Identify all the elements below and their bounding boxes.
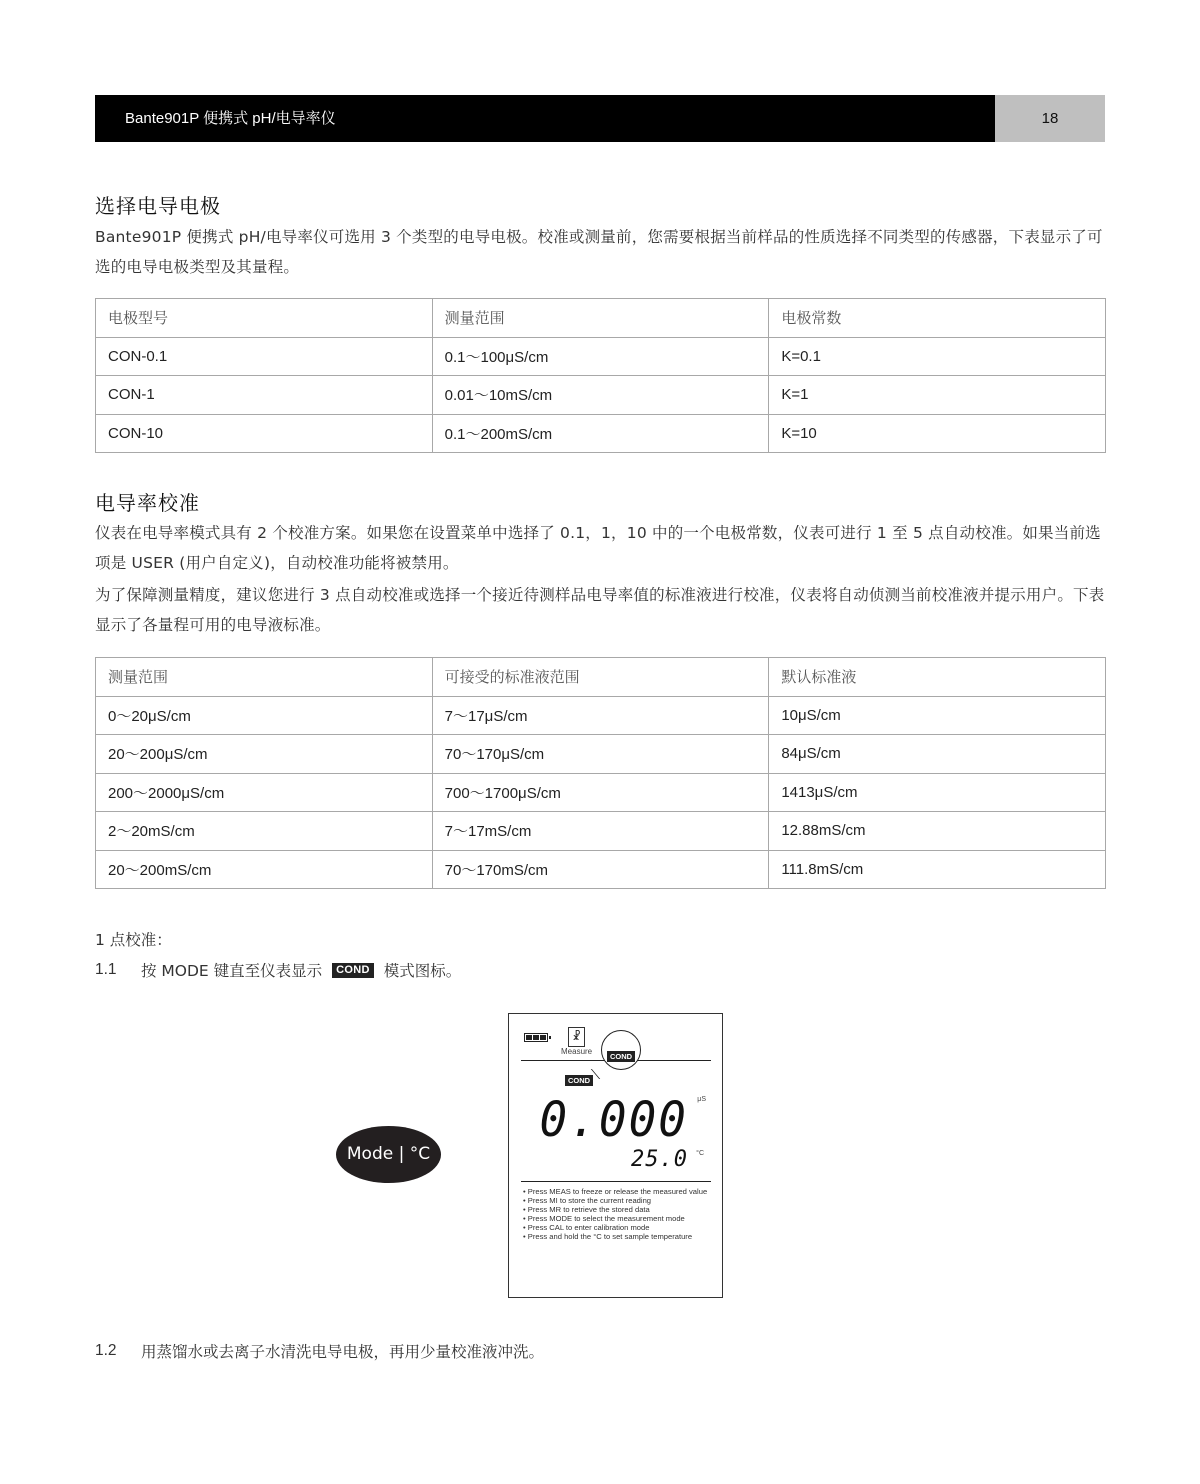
section-heading-calibration: 电导率校准 — [95, 491, 200, 515]
document-title: Bante901P 便携式 pH/电导率仪 — [95, 95, 995, 142]
table-cell: 700～1700μS/cm — [432, 773, 769, 812]
divider — [521, 1181, 711, 1182]
table-row — [96, 414, 1106, 453]
temperature-reading: 25.0 — [631, 1147, 688, 1172]
step-number: 1.2 — [95, 1342, 117, 1359]
table-row — [96, 696, 1106, 735]
hint-list — [523, 1187, 707, 1241]
table-cell: 1413μS/cm — [769, 773, 1106, 812]
lcd-display — [508, 1013, 723, 1298]
measure-label: Measure — [561, 1047, 593, 1056]
lcd-cond-badge: COND — [565, 1075, 593, 1086]
table-header-cell: 测量范围 — [96, 658, 433, 697]
table-header-row — [96, 299, 1106, 338]
battery-icon — [524, 1033, 548, 1042]
table-header-row — [96, 658, 1106, 697]
mode-temp-button: Mode | °C — [336, 1126, 441, 1183]
step-number: 1.1 — [95, 961, 117, 978]
table-cell: K=0.1 — [769, 337, 1106, 376]
section1-paragraph: Bante901P 便携式 pH/电导率仪可选用 3 个类型的电导电极。校准或测量前，您需要根据当前样品的性质选择不同类型的传感器，下表显示了可选的电导电极类型及其量程。 — [95, 228, 1103, 276]
procedure-title-text: 1 点校准： — [95, 931, 172, 949]
table-cell: CON-0.1 — [96, 337, 433, 376]
table-header-cell: 可接受的标准液范围 — [432, 658, 769, 697]
table-header-cell: 电极型号 — [96, 299, 433, 338]
table-cell: 200～2000μS/cm — [96, 773, 433, 812]
table-cell: 0.1～100μS/cm — [432, 337, 769, 376]
step-text: 用蒸馏水或去离子水清洗电导电极，再用少量校准液冲洗。 — [141, 1343, 545, 1361]
table-cell: 70～170mS/cm — [432, 850, 769, 889]
table-cell: 0.1～200mS/cm — [432, 414, 769, 453]
table-cell: 10μS/cm — [769, 696, 1106, 735]
hint-item: • Press MODE to select the measurement mode — [523, 1214, 707, 1223]
table-cell: 12.88mS/cm — [769, 812, 1106, 851]
callout-pointer — [591, 1069, 613, 1079]
section-heading-select-electrode: 选择电导电极 — [95, 194, 221, 218]
table-cell: K=10 — [769, 414, 1106, 453]
hint-item: • Press and hold the °C to set sample temperature — [523, 1232, 707, 1241]
hint-item: • Press CAL to enter calibration mode — [523, 1223, 707, 1232]
table-cell: 0～20μS/cm — [96, 696, 433, 735]
table-cell: 70～170μS/cm — [432, 735, 769, 774]
table-row — [96, 376, 1106, 415]
electrode-table — [95, 298, 1106, 453]
table-row — [96, 735, 1106, 774]
main-unit: μS — [697, 1096, 706, 1103]
table-header-cell: 电极常数 — [769, 299, 1106, 338]
table-cell: K=1 — [769, 376, 1106, 415]
table-row — [96, 773, 1106, 812]
callout-magnifier — [601, 1030, 641, 1070]
step-text-after: 模式图标。 — [383, 962, 462, 980]
temperature-unit: °C — [696, 1150, 704, 1157]
main-reading: 0.000 — [539, 1090, 688, 1148]
cond-mode-badge: COND — [332, 963, 374, 978]
step-1-1 — [95, 959, 461, 981]
measure-icon: ☧ — [568, 1027, 585, 1047]
table-cell: 84μS/cm — [769, 735, 1106, 774]
table-cell: CON-1 — [96, 376, 433, 415]
hint-item: • Press MEAS to freeze or release the measured value — [523, 1187, 707, 1196]
table-cell: 7～17μS/cm — [432, 696, 769, 735]
page-number: 18 — [995, 95, 1105, 142]
table-cell: 7～17mS/cm — [432, 812, 769, 851]
procedure-title — [95, 928, 172, 950]
table-cell: 111.8mS/cm — [769, 850, 1106, 889]
table-cell: 20～200mS/cm — [96, 850, 433, 889]
table-row — [96, 337, 1106, 376]
hint-item: • Press MR to retrieve the stored data — [523, 1205, 707, 1214]
table-cell: 0.01～10mS/cm — [432, 376, 769, 415]
hint-item: • Press MI to store the current reading — [523, 1196, 707, 1205]
table-header-cell: 测量范围 — [432, 299, 769, 338]
step-1-2 — [95, 1340, 544, 1362]
table-row — [96, 850, 1106, 889]
standard-solution-table — [95, 657, 1106, 889]
table-row — [96, 812, 1106, 851]
table-cell: 2～20mS/cm — [96, 812, 433, 851]
section2-paragraph-1: 仪表在电导率模式具有 2 个校准方案。如果您在设置菜单中选择了 0.1，1，10 中的一个电极常数，仪表可进行 1 至 5 点自动校准。如果当前选项是 USER (用户自定义)，自动校准功能将被禁用。 — [95, 524, 1101, 572]
page-header — [95, 95, 1105, 142]
table-cell: CON-10 — [96, 414, 433, 453]
section2-paragraph-2: 为了保障测量精度，建议您进行 3 点自动校准或选择一个接近待测样品电导率值的标准液进行校准，仪表将自动侦测当前校准液并提示用户。下表显示了各量程可用的电导液标准。 — [95, 586, 1105, 634]
table-header-cell: 默认标准液 — [769, 658, 1106, 697]
callout-cond-badge: COND — [607, 1051, 635, 1062]
step-text-before: 按 MODE 键直至仪表显示 — [141, 962, 323, 980]
table-cell: 20～200μS/cm — [96, 735, 433, 774]
